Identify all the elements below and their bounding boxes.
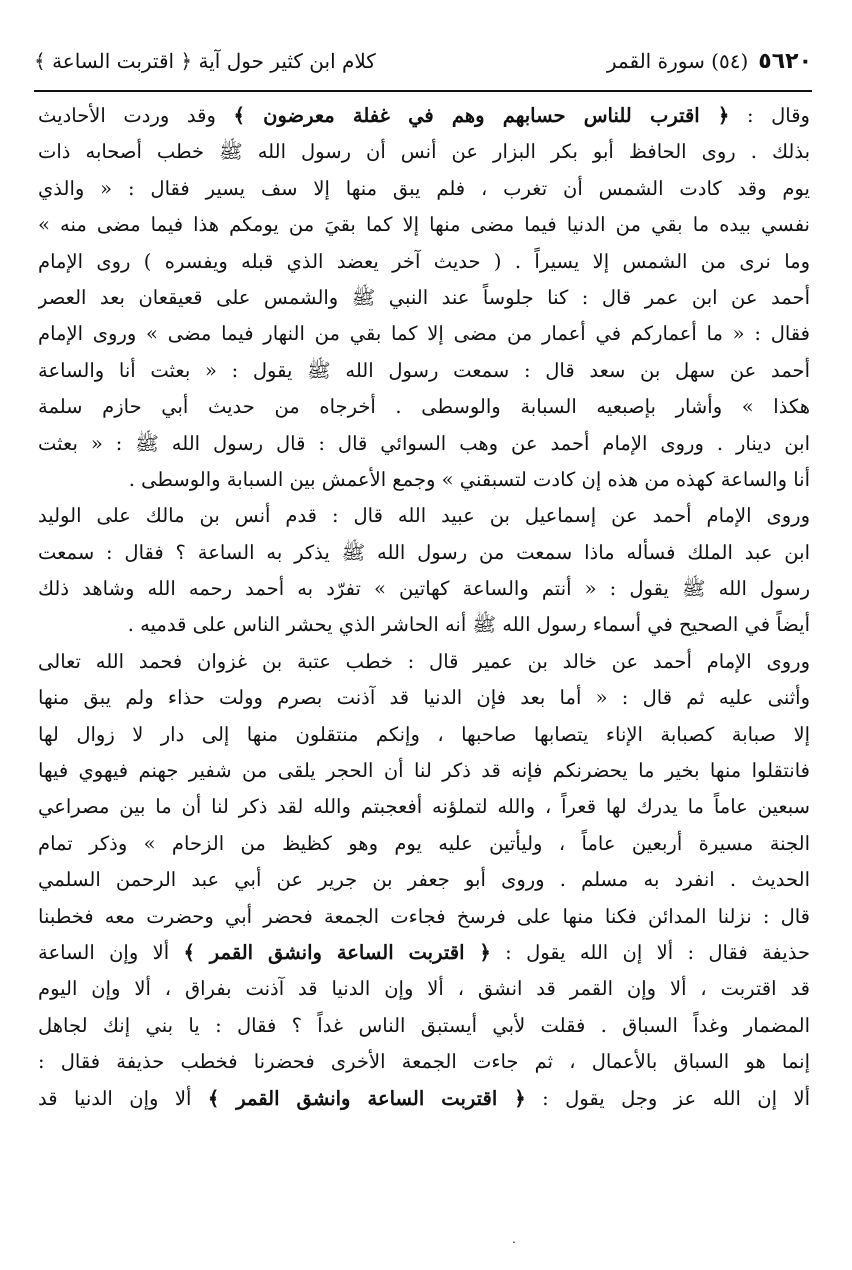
running-title: كلام ابن كثير حول آية ﴿ اقتربت الساعة ﴾ (34, 49, 376, 73)
text-line (38, 717, 810, 753)
line-text: وما نرى من الشمس إلا يسيراً . ( حديث آخر يعضد الذي قبله ويفسره ) روى الإمام (38, 249, 810, 273)
text-line (38, 98, 810, 134)
header-right (607, 49, 812, 74)
text-line (38, 680, 810, 716)
text-line (38, 353, 810, 389)
page-number: ٥٦٢٠ (758, 48, 812, 74)
line-text: المضمار وغداً السباق . فقلت لأبي أيستبق الناس غداً ؟ فقال : يا بني إنك لجاهل (38, 1013, 810, 1037)
line-text: أنا والساعة كهذه من هذه إن كادت لتسبقني » وجمع الأعمش بين السبابة والوسطى . (128, 467, 810, 491)
surah-title: (٥٤) سورة القمر (606, 49, 749, 73)
line-text: بذلك . روى الحافظ أبو بكر البزار عن أنس أن رسول الله ﷺ خطب أصحابه ذات (38, 140, 810, 164)
text-line (38, 498, 810, 534)
quran-verse: ﴿ اقتربت الساعة وانشق القمر ﴾ (207, 1086, 526, 1110)
text-line (38, 535, 810, 571)
line-text: ابن عبد الملك فسأله ماذا سمعت من رسول الله ﷺ يذكر به الساعة ؟ فقال : سمعت (38, 540, 810, 564)
text-line (38, 207, 810, 243)
line-text: أحمد عن سهل بن سعد قال : سمعت رسول الله ﷺ يقول : « بعثت أنا والساعة (38, 358, 810, 382)
line-text: وروى الإمام أحمد عن إسماعيل بن عبيد الله قال : قدم أنس بن مالك على الوليد (38, 504, 810, 528)
line-text: إلا صبابة كصبابة الإناء يتصابها صاحبها ، وإنكم منتقلون منها إلى دار لا زوال لها (38, 722, 810, 746)
line-text: فانتقلوا منها بخير ما يحضرنكم فإنه قد ذكر لنا أن الحجر يلقى من شفير جهنم فيهوي فيها (38, 759, 810, 783)
line-text: هكذا » وأشار بإصبعيه السبابة والوسطى . أخرجاه من حديث أبي حازم سلمة (38, 395, 810, 419)
footer-mark: . (512, 1232, 516, 1246)
line-text: قد اقتربت ، ألا وإن القمر قد انشق ، ألا وإن الدنيا قد آذنت بفراق ، ألا وإن اليوم (38, 977, 810, 1001)
text-line (38, 1044, 810, 1080)
line-text: نفسي بيده ما بقي من الدنيا فيما مضى منها إلا كما بقيَ من يومكم هذا فيما مضى منه » (38, 213, 810, 237)
text-line (38, 1081, 810, 1117)
quran-verse: ﴿ اقتربت الساعة وانشق القمر ﴾ (183, 940, 491, 964)
line-text: ابن دينار . وروى الإمام أحمد عن وهب السوائي قال : قال رسول الله ﷺ : « بعثت (38, 431, 810, 455)
line-text: حذيفة فقال : ألا إن الله يقول : (490, 940, 810, 964)
header-rule (34, 90, 812, 92)
body-text (38, 98, 810, 1218)
line-text: قال : نزلنا المدائن فكنا منها على فرسخ فجاءت الجمعة فحضر أبي وحضرت معه فخطبنا (38, 904, 810, 928)
line-text: وأثنى عليه ثم قال : « أما بعد فإن الدنيا قد آذنت بصرم وولت حذاء ولم يبق منها (38, 686, 810, 710)
text-line (38, 862, 810, 898)
line-text: ألا إن الله عز وجل يقول : (525, 1086, 810, 1110)
text-line (38, 826, 810, 862)
text-line (38, 607, 810, 643)
line-text: الحديث . انفرد به مسلم . وروى أبو جعفر بن جرير عن أبي عبد الرحمن السلمي (38, 868, 810, 892)
text-line (38, 316, 810, 352)
text-line (38, 280, 810, 316)
text-line (38, 1008, 810, 1044)
line-text: وقد وردت الأحاديث (38, 104, 234, 127)
line-text: أحمد عن ابن عمر قال : كنا جلوساً عند النبي ﷺ والشمس على قعيقعان بعد العصر (38, 285, 810, 309)
line-text: ألا وإن الساعة (38, 940, 184, 964)
line-text: سبعين عاماً ما يدرك لها قعراً ، والله لتملؤنه أفعجبتم والله لقد ذكر لنا أن ما بين مصراعي (38, 795, 810, 819)
text-line (38, 171, 810, 207)
text-line (38, 462, 810, 498)
line-text: الجنة مسيرة أربعين عاماً ، وليأتين عليه يوم وهو كظيظ من الزحام » وذكر تمام (38, 831, 810, 855)
text-line (38, 389, 810, 425)
page-header (34, 38, 812, 84)
line-text: وقال : (729, 104, 810, 127)
text-line (38, 753, 810, 789)
line-text: رسول الله ﷺ يقول : « أنتم والساعة كهاتين » تفرّد به أحمد رحمه الله وشاهد ذلك (38, 577, 810, 601)
text-line (38, 971, 810, 1007)
text-line (38, 935, 810, 971)
line-text: إنما هو السباق بالأعمال ، ثم جاءت الجمعة الأخرى فحضرنا فخطب حذيفة فقال : (38, 1050, 810, 1074)
text-line (38, 571, 810, 607)
quran-verse: ﴿ اقترب للناس حسابهم وهم في غفلة معرضون ﴾ (233, 104, 730, 127)
text-line (38, 426, 810, 462)
line-text: فقال : « ما أعماركم في أعمار من مضى إلا كما بقي من النهار فيما مضى » وروى الإمام (38, 322, 810, 346)
line-text: أيضاً في الصحيح في أسماء رسول الله ﷺ أنه الحاشر الذي يحشر الناس على قدميه . (127, 613, 810, 637)
text-line (38, 644, 810, 680)
line-text: ألا وإن الدنيا قد (38, 1086, 208, 1110)
text-line (38, 244, 810, 280)
line-text: وروى الإمام أحمد عن خالد بن عمير قال : خطب عتبة بن غزوان فحمد الله تعالى (38, 649, 810, 673)
line-text: يوم وقد كادت الشمس أن تغرب ، فلم يبق منها إلا سف يسير فقال : « والذي (38, 176, 810, 200)
text-line (38, 789, 810, 825)
text-line (38, 134, 810, 170)
text-line (38, 899, 810, 935)
